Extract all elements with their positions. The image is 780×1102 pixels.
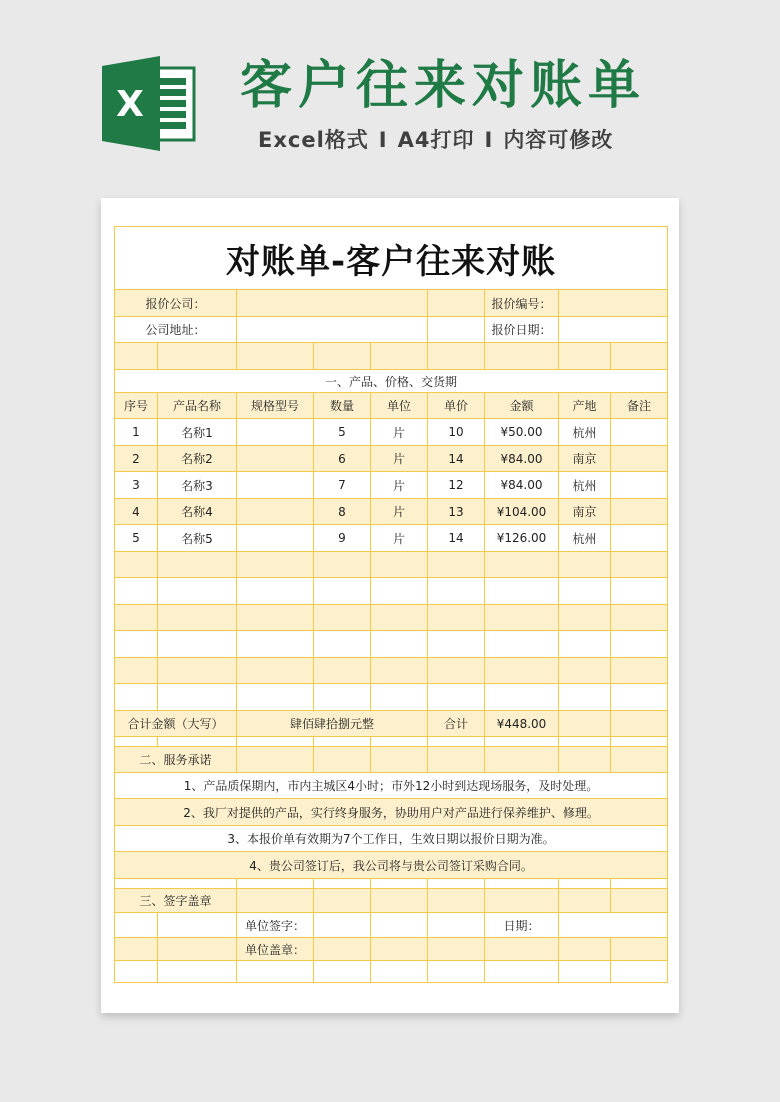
cell[interactable]: [371, 658, 428, 684]
table-row: [115, 472, 668, 499]
cell-no[interactable]: 4: [115, 499, 158, 525]
cell[interactable]: [371, 879, 428, 889]
cell-qty[interactable]: 9: [314, 525, 371, 552]
sum-label: 合计: [428, 711, 485, 737]
cell-spec[interactable]: [237, 525, 314, 552]
cell[interactable]: [559, 961, 611, 983]
cell[interactable]: [485, 879, 559, 889]
quote-date-field[interactable]: [559, 317, 668, 343]
cell[interactable]: [158, 343, 237, 370]
cell[interactable]: [428, 605, 485, 631]
totals-row: [115, 711, 668, 737]
cell-qty[interactable]: 8: [314, 499, 371, 525]
cell-name[interactable]: 名称2: [158, 446, 237, 472]
cell[interactable]: [314, 343, 371, 370]
cell[interactable]: [115, 343, 158, 370]
cell[interactable]: [237, 631, 314, 658]
cell[interactable]: [559, 631, 611, 658]
col-header-note: 备注: [611, 393, 668, 419]
sum-value[interactable]: ¥448.00: [485, 711, 559, 737]
cell[interactable]: [237, 889, 314, 913]
cell[interactable]: [485, 684, 559, 711]
svg-text:X: X: [116, 84, 144, 125]
col-header-amount: 金额: [485, 393, 559, 419]
col-header-price: 单价: [428, 393, 485, 419]
unit-signature-label: 单位签字：: [237, 913, 314, 938]
cell[interactable]: [611, 343, 668, 370]
sheet-title: 对账单-客户往来对账: [115, 227, 668, 290]
cell-no[interactable]: 5: [115, 525, 158, 552]
quote-no-field[interactable]: [559, 290, 668, 317]
cell-unit[interactable]: 片: [371, 472, 428, 499]
col-header-origin: 产地: [559, 393, 611, 419]
cell-origin[interactable]: 杭州: [559, 472, 611, 499]
section-service-label: 二、服务承诺: [115, 747, 237, 773]
cell[interactable]: [559, 684, 611, 711]
banner-subtitle: [258, 124, 658, 156]
cell[interactable]: [428, 879, 485, 889]
cell[interactable]: [428, 290, 485, 317]
cell-unit[interactable]: 片: [371, 499, 428, 525]
col-header-qty: 数量: [314, 393, 371, 419]
date-label: 日期：: [485, 913, 559, 938]
capital-amount-value[interactable]: 肆佰肆拾捌元整: [237, 711, 428, 737]
cell-price[interactable]: 14: [428, 525, 485, 552]
cell[interactable]: [485, 605, 559, 631]
col-header-unit: 单位: [371, 393, 428, 419]
cell[interactable]: [485, 889, 559, 913]
cell[interactable]: [237, 961, 314, 983]
cell-name[interactable]: 名称3: [158, 472, 237, 499]
cell[interactable]: [158, 552, 237, 578]
cell[interactable]: [237, 737, 314, 747]
cell[interactable]: [485, 631, 559, 658]
cell[interactable]: [611, 658, 668, 684]
cell[interactable]: [428, 938, 485, 961]
cell-origin[interactable]: 南京: [559, 499, 611, 525]
cell[interactable]: [158, 961, 237, 983]
capital-amount-label: 合计金额（大写）: [115, 711, 237, 737]
cell-qty[interactable]: 5: [314, 419, 371, 446]
service-item: 4、贵公司签订后，我公司将与贵公司签订采购合同。: [115, 852, 668, 879]
cell[interactable]: [237, 552, 314, 578]
cell[interactable]: [314, 889, 371, 913]
cell-no[interactable]: 2: [115, 446, 158, 472]
cell[interactable]: [485, 961, 559, 983]
excel-icon: [102, 56, 198, 151]
cell[interactable]: [115, 578, 158, 605]
cell[interactable]: [559, 658, 611, 684]
banner-title: 客户往来对账单: [240, 56, 647, 116]
cell[interactable]: [237, 747, 314, 773]
empty-row: [115, 658, 668, 684]
cell[interactable]: [559, 737, 611, 747]
statement-sheet: [114, 226, 667, 982]
cell[interactable]: [485, 552, 559, 578]
quote-no-label: 报价编号：: [485, 290, 559, 317]
col-header-no: 序号: [115, 393, 158, 419]
cell[interactable]: [428, 317, 485, 343]
cell-origin[interactable]: 南京: [559, 446, 611, 472]
cell[interactable]: [371, 578, 428, 605]
cell[interactable]: [611, 631, 668, 658]
cell[interactable]: [371, 961, 428, 983]
cell-note[interactable]: [611, 499, 668, 525]
cell-amount[interactable]: ¥50.00: [485, 419, 559, 446]
cell[interactable]: [115, 961, 158, 983]
cell[interactable]: [485, 747, 559, 773]
cell[interactable]: [428, 747, 485, 773]
table-row: [115, 525, 668, 552]
cell-unit[interactable]: 片: [371, 525, 428, 552]
cell[interactable]: [559, 889, 611, 913]
subtitle-print: A4打印: [397, 128, 475, 152]
cell[interactable]: [559, 605, 611, 631]
cell[interactable]: [371, 631, 428, 658]
cell[interactable]: [428, 658, 485, 684]
cell-price[interactable]: 13: [428, 499, 485, 525]
table-header-row: [115, 393, 668, 419]
cell[interactable]: [371, 684, 428, 711]
cell-spec[interactable]: [237, 472, 314, 499]
cell[interactable]: [611, 578, 668, 605]
cell[interactable]: [559, 879, 611, 889]
cell[interactable]: [371, 737, 428, 747]
cell[interactable]: [314, 605, 371, 631]
cell[interactable]: [314, 552, 371, 578]
subtitle-editable: 内容可修改: [503, 128, 614, 152]
cell[interactable]: [314, 631, 371, 658]
cell[interactable]: [559, 938, 611, 961]
cell[interactable]: [115, 658, 158, 684]
cell[interactable]: [371, 913, 428, 938]
statement-table: [114, 226, 668, 983]
table-row: [115, 499, 668, 525]
cell[interactable]: [158, 913, 237, 938]
cell[interactable]: [158, 684, 237, 711]
cell-unit[interactable]: 片: [371, 446, 428, 472]
subtitle-format: Excel格式: [258, 128, 369, 152]
address-label: 公司地址：: [115, 317, 237, 343]
cell[interactable]: [559, 552, 611, 578]
table-row: [115, 419, 668, 446]
cell[interactable]: [611, 605, 668, 631]
cell-amount[interactable]: ¥126.00: [485, 525, 559, 552]
cell-note[interactable]: [611, 419, 668, 446]
cell[interactable]: [314, 737, 371, 747]
cell[interactable]: [237, 578, 314, 605]
cell-origin[interactable]: 杭州: [559, 419, 611, 446]
cell[interactable]: [371, 938, 428, 961]
cell-origin[interactable]: 杭州: [559, 525, 611, 552]
unit-seal-label: 单位盖章：: [237, 938, 314, 961]
quote-date-label: 报价日期：: [485, 317, 559, 343]
cell[interactable]: [371, 747, 428, 773]
cell[interactable]: [611, 552, 668, 578]
empty-row: [115, 552, 668, 578]
cell-amount[interactable]: ¥104.00: [485, 499, 559, 525]
unit-seal-field[interactable]: [314, 938, 371, 961]
cell[interactable]: [485, 658, 559, 684]
cell[interactable]: [428, 961, 485, 983]
cell[interactable]: [115, 913, 158, 938]
cell[interactable]: [314, 879, 371, 889]
cell[interactable]: [611, 889, 668, 913]
cell-name[interactable]: 名称4: [158, 499, 237, 525]
cell[interactable]: [158, 578, 237, 605]
cell[interactable]: [237, 658, 314, 684]
table-row: [115, 446, 668, 472]
cell-no[interactable]: 1: [115, 419, 158, 446]
cell[interactable]: [611, 737, 668, 747]
cell[interactable]: [559, 747, 611, 773]
cell[interactable]: [428, 684, 485, 711]
cell[interactable]: [485, 343, 559, 370]
cell[interactable]: [371, 552, 428, 578]
cell[interactable]: [115, 631, 158, 658]
cell[interactable]: [559, 578, 611, 605]
cell-name[interactable]: 名称5: [158, 525, 237, 552]
cell[interactable]: [158, 938, 237, 961]
cell-spec[interactable]: [237, 419, 314, 446]
cell[interactable]: [115, 552, 158, 578]
cell[interactable]: [485, 737, 559, 747]
cell[interactable]: [115, 938, 158, 961]
cell[interactable]: [314, 684, 371, 711]
section-signature-label: 三、签字盖章: [115, 889, 237, 913]
cell-qty[interactable]: 6: [314, 446, 371, 472]
cell[interactable]: [428, 552, 485, 578]
cell-amount[interactable]: ¥84.00: [485, 446, 559, 472]
cell[interactable]: [559, 711, 611, 737]
cell[interactable]: [428, 737, 485, 747]
unit-signature-field[interactable]: [314, 913, 371, 938]
service-item: 2、我厂对提供的产品，实行终身服务，协助用户对产品进行保养维护、修理。: [115, 799, 668, 826]
empty-row: [115, 631, 668, 658]
cell[interactable]: [485, 938, 559, 961]
cell[interactable]: [611, 684, 668, 711]
cell[interactable]: [237, 879, 314, 889]
cell[interactable]: [314, 578, 371, 605]
company-field[interactable]: [237, 290, 428, 317]
cell[interactable]: [158, 631, 237, 658]
subtitle-separator: I: [484, 128, 494, 152]
cell[interactable]: [115, 605, 158, 631]
cell-spec[interactable]: [237, 446, 314, 472]
cell[interactable]: [314, 658, 371, 684]
cell[interactable]: [611, 961, 668, 983]
service-item: 1、产品质保期内，市内主城区4小时；市外12小时到达现场服务，及时处理。: [115, 773, 668, 799]
cell-note[interactable]: [611, 446, 668, 472]
cell[interactable]: [371, 889, 428, 913]
cell-qty[interactable]: 7: [314, 472, 371, 499]
cell-note[interactable]: [611, 472, 668, 499]
cell[interactable]: [428, 578, 485, 605]
cell-name[interactable]: 名称1: [158, 419, 237, 446]
subtitle-separator: I: [378, 128, 388, 152]
cell-price[interactable]: 14: [428, 446, 485, 472]
cell[interactable]: [371, 343, 428, 370]
cell[interactable]: [611, 711, 668, 737]
empty-row: [115, 605, 668, 631]
cell[interactable]: [559, 343, 611, 370]
cell[interactable]: [485, 578, 559, 605]
company-label: 报价公司：: [115, 290, 237, 317]
address-field[interactable]: [237, 317, 428, 343]
cell[interactable]: [428, 913, 485, 938]
empty-row: [115, 684, 668, 711]
cell-price[interactable]: 12: [428, 472, 485, 499]
cell[interactable]: [314, 961, 371, 983]
cell[interactable]: [158, 658, 237, 684]
service-item: 3、本报价单有效期为7个工作日，生效日期以报价日期为准。: [115, 826, 668, 852]
cell[interactable]: [115, 684, 158, 711]
cell[interactable]: [237, 684, 314, 711]
date-field[interactable]: [559, 913, 668, 938]
cell[interactable]: [115, 737, 158, 747]
cell[interactable]: [611, 879, 668, 889]
cell[interactable]: [428, 631, 485, 658]
cell-no[interactable]: 3: [115, 472, 158, 499]
cell-spec[interactable]: [237, 499, 314, 525]
col-header-name: 产品名称: [158, 393, 237, 419]
cell[interactable]: [611, 747, 668, 773]
cell-amount[interactable]: ¥84.00: [485, 472, 559, 499]
empty-row: [115, 578, 668, 605]
cell[interactable]: [611, 938, 668, 961]
cell[interactable]: [237, 343, 314, 370]
cell[interactable]: [237, 605, 314, 631]
cell-unit[interactable]: 片: [371, 419, 428, 446]
section-products-label: 一、产品、价格、交货期: [115, 370, 668, 393]
cell[interactable]: [115, 879, 237, 889]
cell[interactable]: [158, 737, 237, 747]
cell-note[interactable]: [611, 525, 668, 552]
cell[interactable]: [314, 747, 371, 773]
cell-price[interactable]: 10: [428, 419, 485, 446]
cell[interactable]: [371, 605, 428, 631]
cell[interactable]: [428, 343, 485, 370]
col-header-spec: 规格型号: [237, 393, 314, 419]
cell[interactable]: [158, 605, 237, 631]
cell[interactable]: [428, 889, 485, 913]
